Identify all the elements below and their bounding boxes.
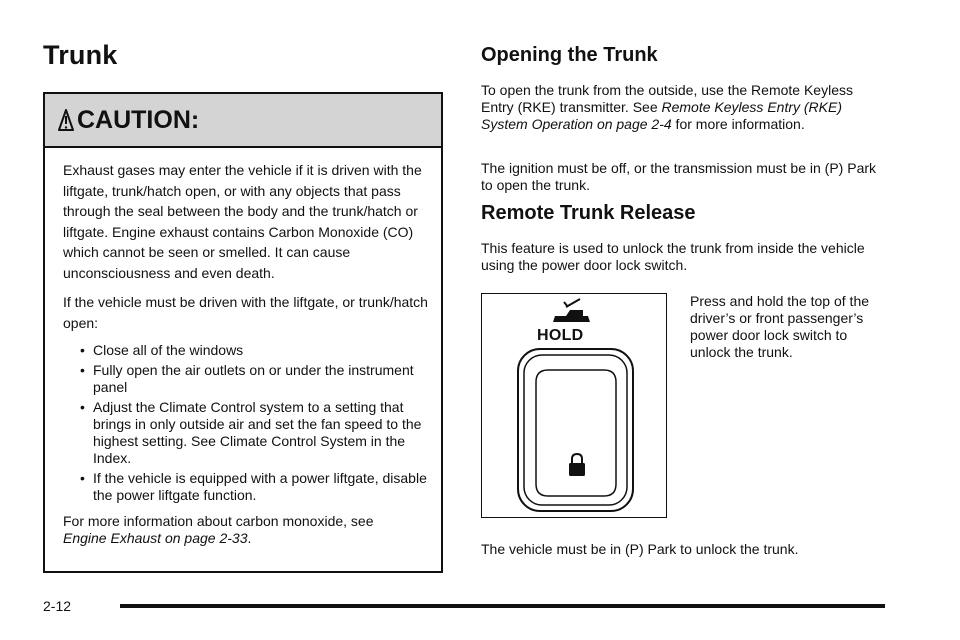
rke-reference[interactable]: Remote Keyless Entry (RKE) System Operation on page 2-4 <box>481 99 842 132</box>
lock-switch-figure <box>481 293 667 518</box>
heading-remote-trunk-release: Remote Trunk Release <box>481 202 696 224</box>
figure-caption-text: Press and hold the top of the driver’s or front passenger’s power door lock switch to unlock the trunk. <box>690 293 870 360</box>
opening-trunk-text-b: for more information. <box>671 116 805 132</box>
caution-box <box>43 92 443 573</box>
opening-trunk-text-a: To open the trunk from the outside, use the Remote Keyless Entry (RKE) transmitter. See <box>481 82 853 115</box>
park-requirement-paragraph: The vehicle must be in (P) Park to unlock the trunk. <box>481 541 799 557</box>
list-item: • Adjust the Climate Control system to a setting that brings in only outside air and set the fan speed to the highest setting. See Climate Control System in the Index. <box>63 399 431 467</box>
page-number: 2-12 <box>43 598 72 614</box>
caution-paragraph-3-text: For more information about carbon monoxide, see <box>63 513 374 529</box>
hold-label: HOLD <box>537 327 584 344</box>
heading-opening-trunk: Opening the Trunk <box>481 44 658 66</box>
list-item: • Close all of the windows <box>63 342 431 359</box>
warning-triangle-icon <box>57 107 75 133</box>
page-title: Trunk <box>43 40 118 70</box>
opening-trunk-paragraph-1 <box>481 82 881 133</box>
caution-paragraph-3 <box>63 513 431 547</box>
footer-rule <box>120 604 885 608</box>
opening-trunk-paragraph-2: The ignition must be off, or the transmission must be in (P) Park to open the trunk. <box>481 160 877 193</box>
caution-paragraph-1: Exhaust gases may enter the vehicle if it is driven with the liftgate, trunk/hatch open, or with any objects that pass through the seal between the body and the trunk/hatch or liftgate. Engine exhaust contains Carbon Monoxide (CO) which cannot be seen or smelled. It can cause unconsciousness and even death. <box>63 162 422 281</box>
list-item: • If the vehicle is equipped with a power liftgate, disable the power liftgate function. <box>63 470 431 504</box>
remote-release-paragraph: This feature is used to unlock the trunk from inside the vehicle using the power door lock switch. <box>481 240 865 273</box>
caution-paragraph-2: If the vehicle must be driven with the liftgate, or trunk/hatch open: <box>63 294 428 331</box>
caution-header <box>45 94 441 148</box>
caution-body <box>63 160 431 556</box>
caution-label: CAUTION: <box>77 106 200 134</box>
lock-icon <box>569 454 585 476</box>
caution-bullet-list <box>63 342 431 504</box>
car-trunk-open-icon <box>553 299 590 322</box>
engine-exhaust-reference[interactable]: Engine Exhaust on page 2-33 <box>63 530 248 546</box>
list-item: • Fully open the air outlets on or under the instrument panel <box>63 362 431 396</box>
caution-paragraph-3-end: . <box>247 530 252 546</box>
